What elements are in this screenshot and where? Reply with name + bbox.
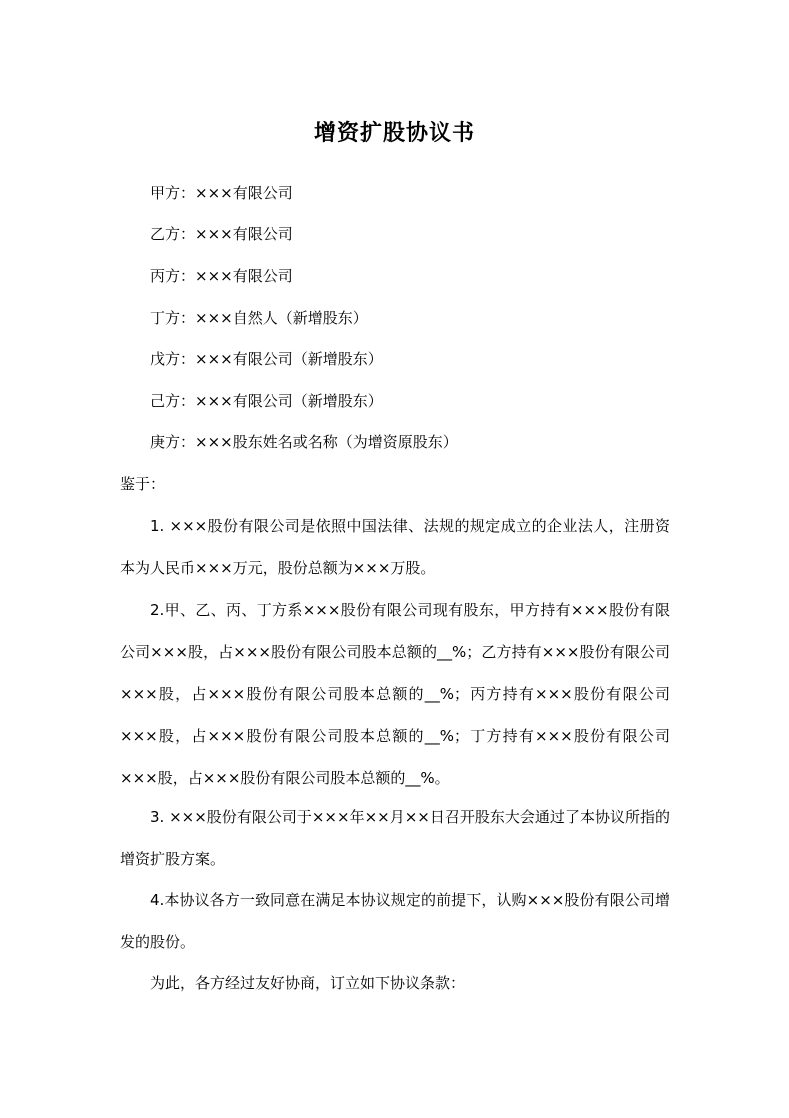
clause-1: 1. ×××股份有限公司是依照中国法律、法规的规定成立的企业法人，注册资本为人民币×××万元，股份总额为×××万股。 [120,517,670,577]
closing-statement: 为此，各方经过友好协商，订立如下协议条款： [150,974,466,992]
party-c: 丙方：×××有限公司 [150,267,293,285]
party-e: 戊方：×××有限公司（新增股东） [150,350,383,368]
clause-4: 4.本协议各方一致同意在满足本协议规定的前提下，认购×××股份有限公司增发的股份。 [120,891,670,951]
whereas-label: 鉴于： [120,475,166,493]
party-g: 庚方：×××股东姓名或名称（为增资原股东） [150,433,458,451]
party-d: 丁方：×××自然人（新增股东） [150,309,368,327]
clause-3: 3. ×××股份有限公司于×××年××月××日召开股东大会通过了本协议所指的增资扩股方案。 [120,808,670,868]
party-b: 乙方：×××有限公司 [150,225,293,243]
party-a: 甲方：×××有限公司 [150,184,293,202]
document-title: 增资扩股协议书 [313,120,475,146]
party-f: 己方：×××有限公司（新增股东） [150,392,383,410]
clause-2: 2.甲、乙、丙、丁方系×××股份有限公司现有股东，甲方持有×××股份有限公司×××股，占×××股份有限公司股本总额的__%；乙方持有×××股份有限公司×××股，占×××股份有限公司股本总额的__%；丙方持有×××股份有限公司×××股，占×××股份有限公司股本总额的__%；丁方持有×××股份有限公司×××股，占×××股份有限公司股本总额的__%。 [120,601,670,787]
